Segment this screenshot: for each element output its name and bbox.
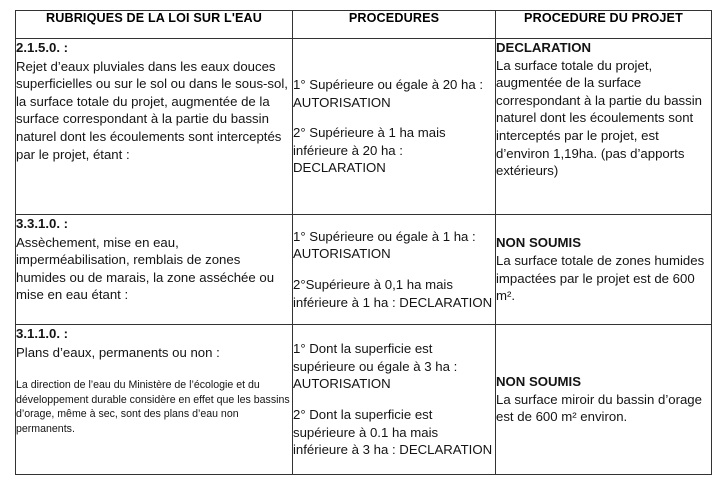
- cell-procedures-3: [293, 325, 496, 475]
- table-row: [16, 39, 712, 215]
- table-header-row: [16, 11, 712, 39]
- procedure-item: 1° Dont la superficie est supérieure ou égale à 3 ha : AUTORISATION: [293, 341, 458, 392]
- procedure-item: 2° Supérieure à 1 ha mais inférieure à 20 ha : DECLARATION: [293, 125, 446, 176]
- cell-procedures-1: [293, 39, 496, 215]
- rubrique-code-2: 3.3.1.0. :: [16, 216, 69, 231]
- cell-rubrique-3: [16, 325, 293, 475]
- table-body: [16, 39, 712, 475]
- status-badge: NON SOUMIS: [496, 235, 581, 251]
- status-badge: NON SOUMIS: [496, 374, 581, 390]
- cell-procedure-projet-2: [496, 215, 712, 325]
- procedure-item: 1° Supérieure ou égale à 20 ha : AUTORISATION: [293, 77, 484, 110]
- projet-text-2: La surface totale de zones humides impactées par le projet est de 600 m².: [496, 252, 705, 304]
- cell-procedure-projet-3: [496, 325, 712, 475]
- projet-text-3: La surface miroir du bassin d’orage est de 600 m² environ.: [496, 391, 702, 425]
- table-row: [16, 215, 712, 325]
- rubrique-text-3: Plans d’eaux, permanents ou non :: [16, 344, 220, 360]
- rubrique-text-1: Rejet d’eaux pluviales dans les eaux douces superficielles ou sur le sol ou dans le sous-sol, la surface totale du projet, augmentée de la surface correspondant à la partie du bassin naturel dont les écoulements sont interceptés par le projet, étant :: [16, 58, 288, 162]
- cell-procedures-2: [293, 215, 496, 325]
- cell-rubrique-1: [16, 39, 293, 215]
- column-header-rubriques: RUBRIQUES DE LA LOI SUR L'EAU: [16, 11, 293, 39]
- table-row: [16, 325, 712, 475]
- status-badge: DECLARATION: [496, 40, 591, 55]
- rubriques-table: [15, 10, 712, 475]
- procedure-item: 1° Supérieure ou égale à 1 ha : AUTORISATION: [293, 228, 476, 262]
- rubrique-text-2: Assèchement, mise en eau, imperméabilisation, remblais de zones humides ou de marais, la zone asséchée ou mise en eau étant :: [16, 234, 275, 303]
- column-header-procedures: PROCEDURES: [293, 11, 496, 39]
- rubrique-code-3: 3.1.1.0. :: [16, 326, 69, 341]
- cell-procedure-projet-1: [496, 39, 712, 215]
- column-header-procedure-projet: PROCEDURE DU PROJET: [496, 11, 712, 39]
- procedure-item: 2°Supérieure à 0,1 ha mais inférieure à 1 ha : DECLARATION: [293, 277, 493, 310]
- rubrique-code-1: 2.1.5.0. :: [16, 40, 69, 55]
- projet-text-1: La surface totale du projet, augmentée de la surface correspondant à la partie du bassin naturel dont les écoulements sont interceptés par le projet, est d’environ 1,19ha. (pas d’apports extérieurs): [496, 57, 703, 179]
- table-header: [16, 11, 712, 39]
- rubrique-note-3: La direction de l’eau du Ministère de l’écologie et du développement durable considère en effet que les bassins d’orage, même à sec, sont des plans d’eau non permanents.: [16, 379, 290, 435]
- cell-rubrique-2: [16, 215, 293, 325]
- procedure-item: 2° Dont la superficie est supérieure à 0.1 ha mais inférieure à 3 ha : DECLARATION: [293, 407, 493, 458]
